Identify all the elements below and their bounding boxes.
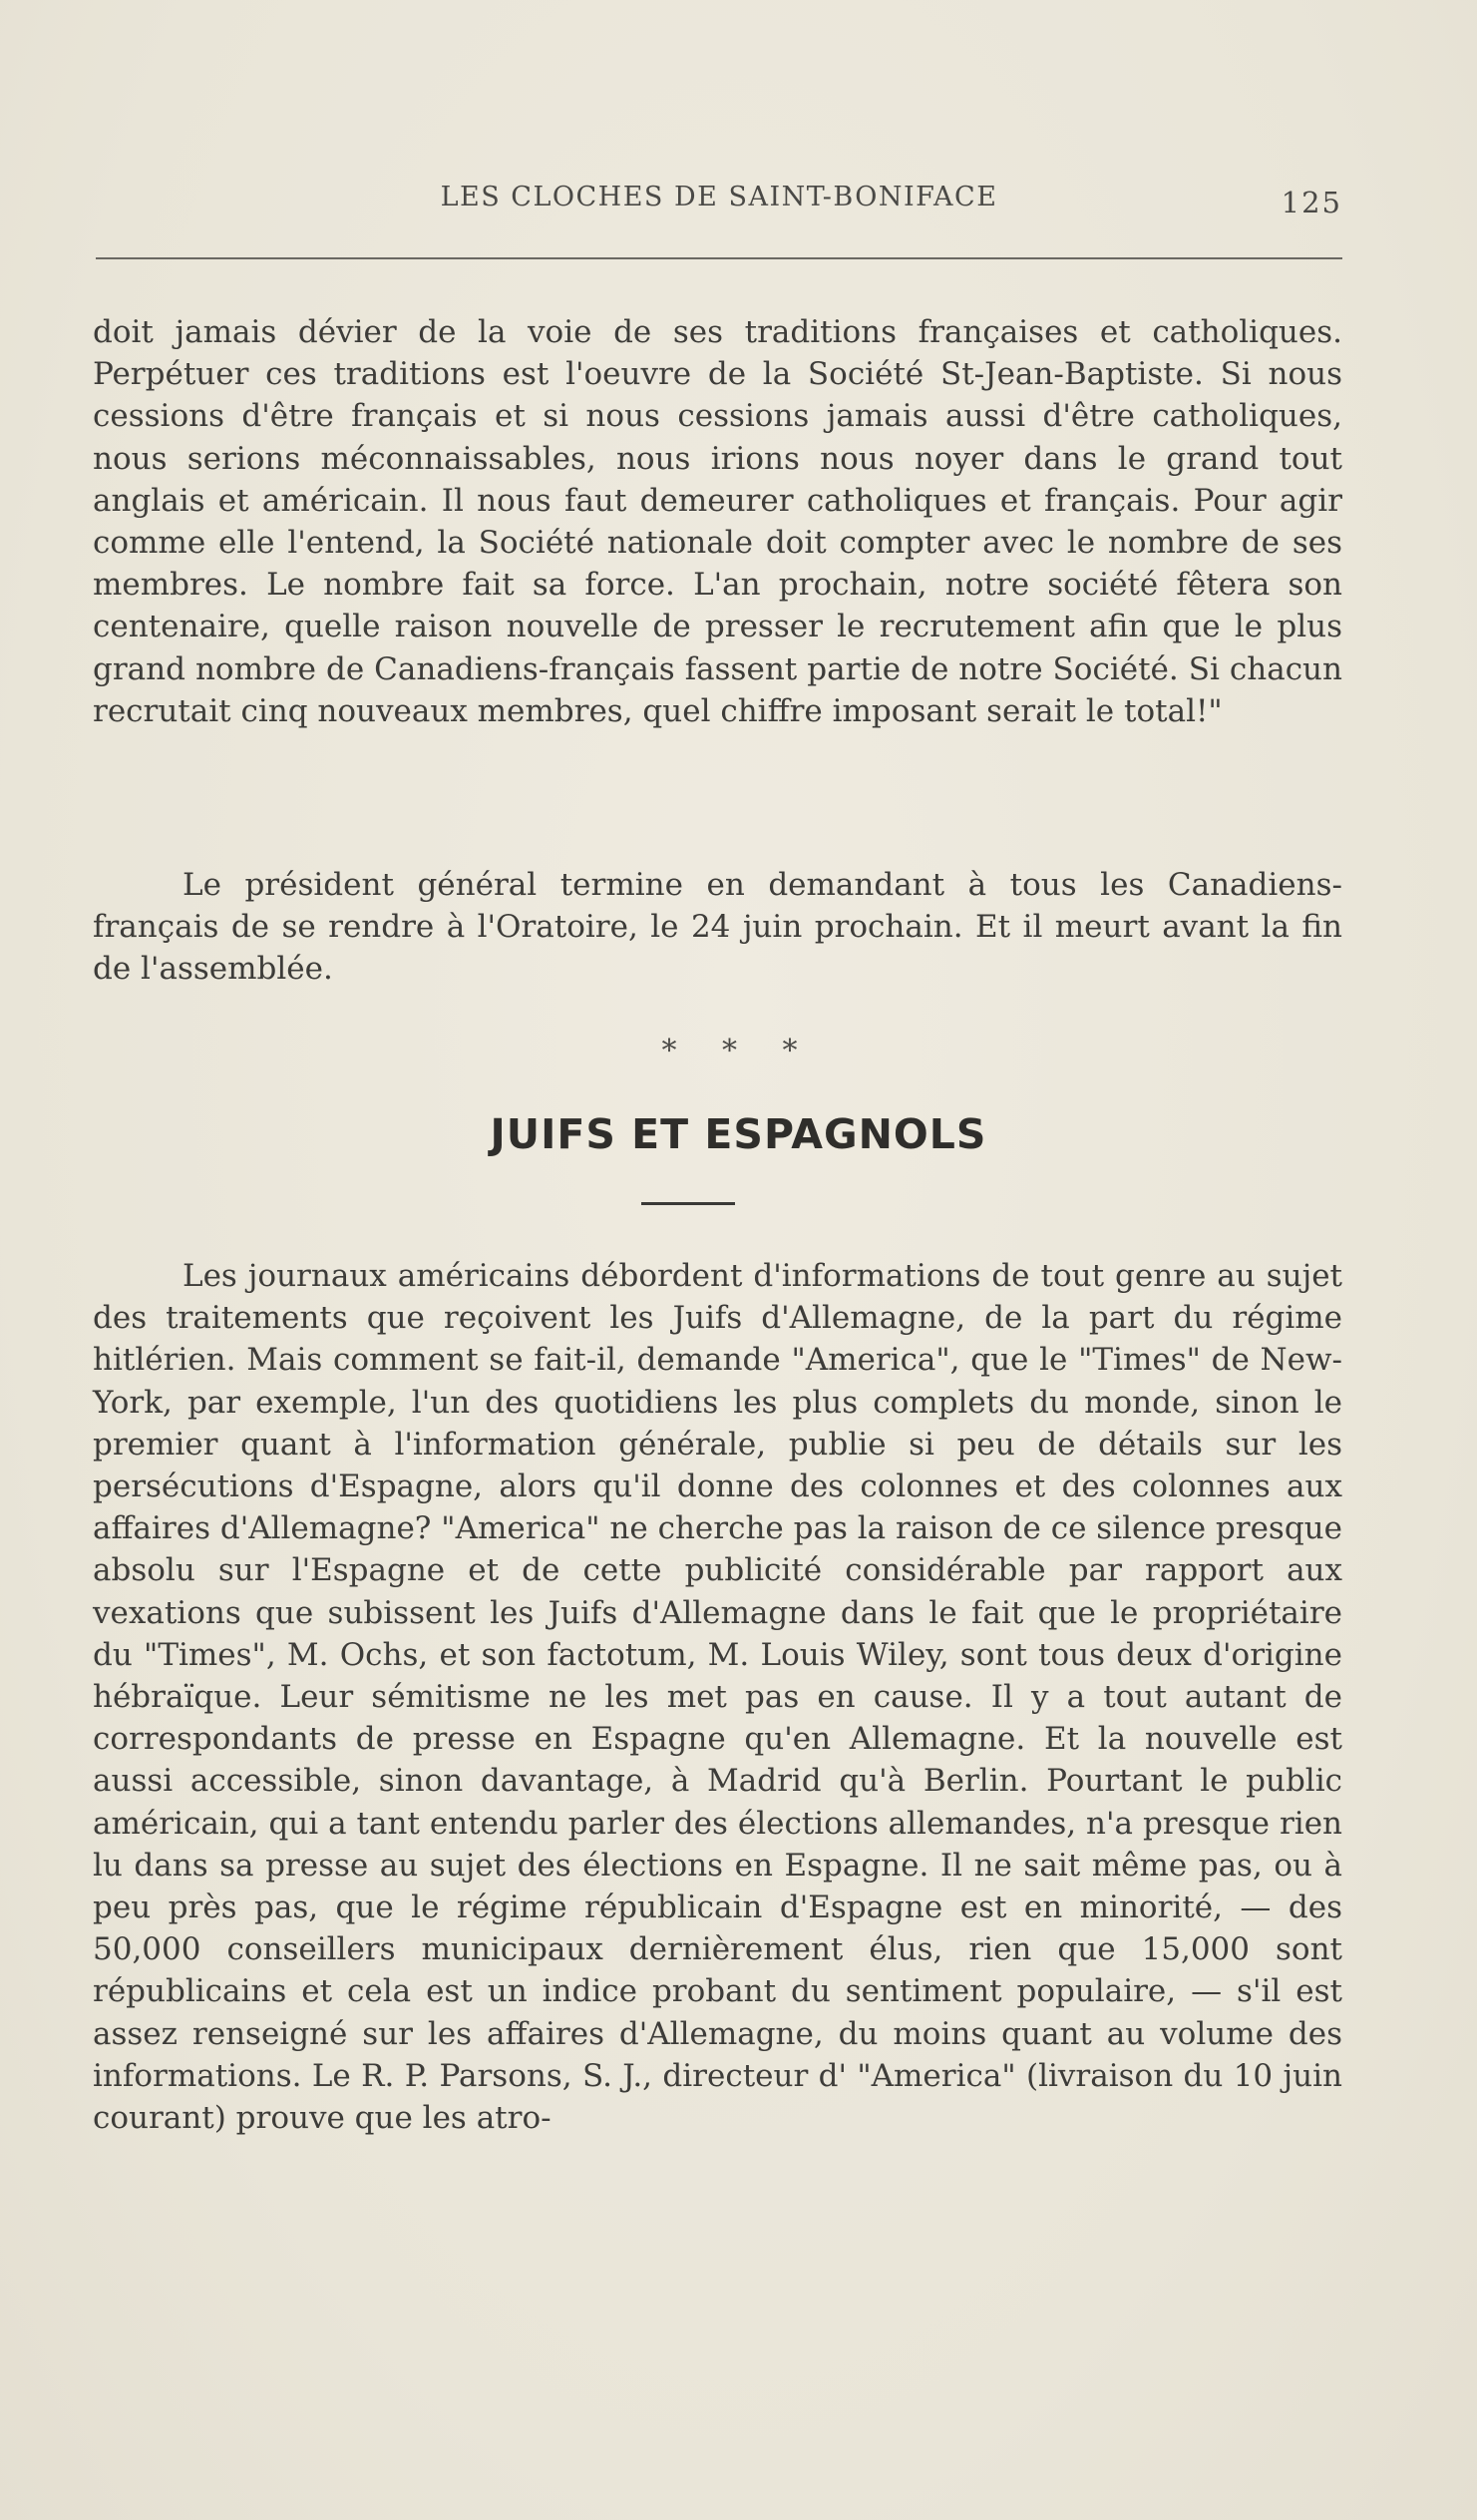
section-separator: * * * [661,1034,816,1068]
paragraph-continuation: doit jamais dévier de la voie de ses traditions françaises et catholiques. Perpétuer ces traditions est l'oeuvre de la Société St-Jean-Baptiste. Si nous cessions d'être français et si nous cessions jamais aussi d'être catholiques, nous serions méconnaissables, nous irions nous noyer dans le grand tout anglais et américain. Il nous faut demeurer catholiques et français. Pour agir comme elle l'entend, la Société nationale doit compter avec le nombre de ses membres. Le nombre fait sa force. L'an prochain, notre société fêtera son centenaire, quelle raison nouvelle de presser le recrutement afin que le plus grand nombre de Canadiens-français fassent partie de notre Société. Si chacun recrutait cinq nouveaux membres, quel chiffre imposant serait le total!" [93,314,1342,729]
page-number: 125 [1281,186,1342,219]
paragraph-president: Le président général termine en demandant à tous les Canadiens-français de se rendre à l'Oratoire, le 24 juin prochain. Et il meurt avant la fin de l'assemblée. [93,867,1342,988]
title-rule [641,1202,735,1205]
paragraph-juifs-espagnols: Les journaux américains débordent d'informations de tout genre au sujet des traitements que reçoivent les Juifs d'Allemagne, de la part du régime hitlérien. Mais comment se fait-il, demande "America", que le "Times" de New-York, par exemple, l'un des quotidiens les plus complets du monde, sinon le premier quant à l'information générale, publie si peu de détails sur les persécutions d'Espagne, alors qu'il donne des colonnes et des colonnes aux affaires d'Allemagne? "America" ne cherche pas la raison de ce silence presque absolu sur l'Espagne et de cette publicité considérable par rapport aux vexations que subissent les Juifs d'Allemagne dans le fait que le propriétaire du "Times", M. Ochs, et son factotum, M. Louis Wiley, sont tous deux d'origine hébraïque. Leur sémitisme ne les met pas en cause. Il y a tout autant de correspondants de presse en Espagne qu'en Allemagne. Et la nouvelle est aussi accessible, sinon davantage, à Madrid qu'à Berlin. Pourtant le public américain, qui a tant entendu parler des élections allemandes, n'a presque rien lu dans sa presse au sujet des élections en Espagne. Il ne sait même pas, ou à peu près pas, que le régime républicain d'Espagne est en minorité, — des 50,000 conseillers municipaux dernièrement élus, rien que 15,000 sont républicains et cela est un indice probant du sentiment populaire, — s'il est assez renseigné sur les affaires d'Allemagne, du moins quant au volume des informations. Le R. P. Parsons, S. J., directeur d' "America" (livraison du 10 juin courant) prouve que les atro- [93,1258,1342,2137]
running-head [96,182,1342,221]
section-title: JUIFS ET ESPAGNOLS [490,1110,987,1158]
running-title: LES CLOCHES DE SAINT-BONIFACE [440,182,998,212]
header-rule [96,257,1342,259]
